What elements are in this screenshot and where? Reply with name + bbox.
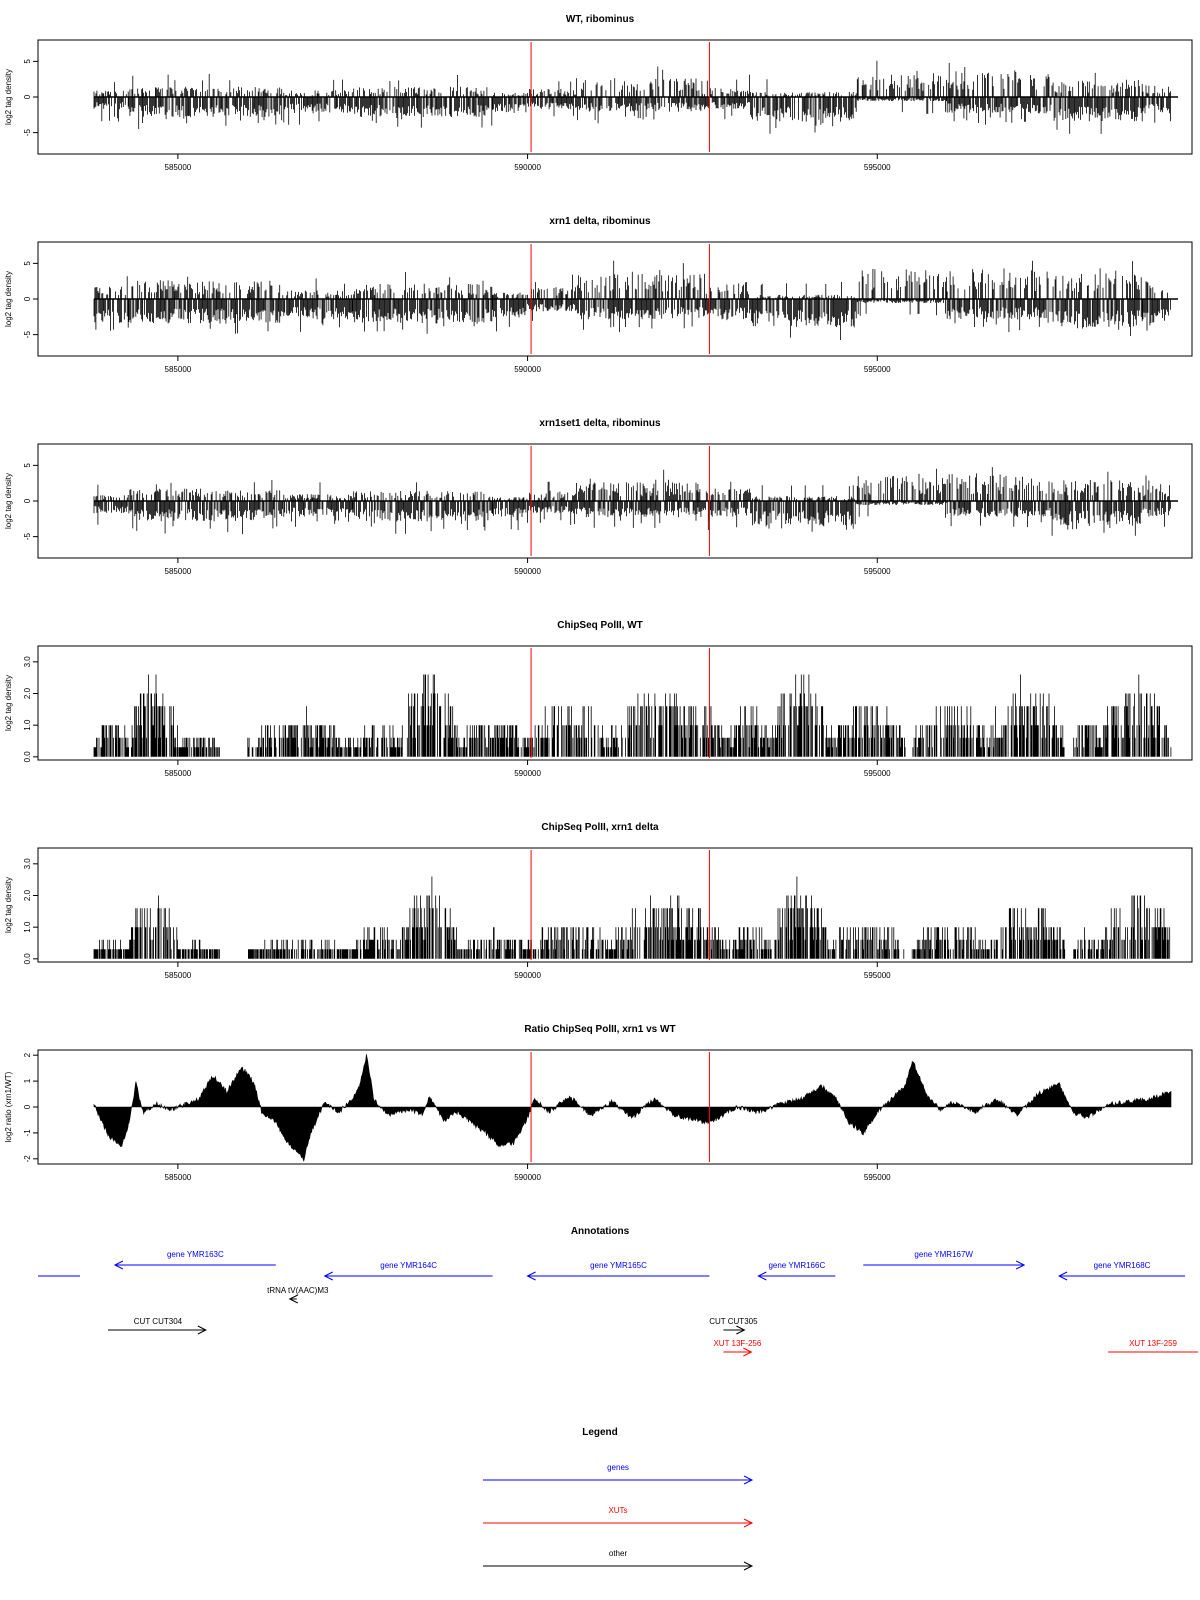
panel-title: ChipSeq PolII, xrn1 delta (541, 822, 659, 833)
legend-label: genes (607, 1463, 629, 1472)
legend-title: Legend (582, 1427, 618, 1438)
panel-title: ChipSeq PolII, WT (557, 620, 643, 631)
annotation-feature (115, 1250, 276, 1269)
y-tick-label: 0 (23, 498, 32, 504)
ratio-area (94, 1054, 1171, 1161)
feature-label: gene YMR165C (590, 1261, 647, 1270)
y-tick-label: 1.0 (23, 719, 32, 731)
density-bars (94, 61, 1171, 134)
data-marks (94, 61, 1178, 134)
y-tick-label: 0 (23, 1104, 32, 1110)
chart-panels (4, 14, 1192, 1182)
legend-item (483, 1506, 752, 1527)
x-tick-label: 590000 (514, 1173, 541, 1182)
annotation-feature (267, 1286, 329, 1303)
y-tick-label: -2 (23, 1155, 32, 1163)
annotation-feature (758, 1261, 835, 1280)
x-tick-label: 585000 (164, 1173, 192, 1182)
y-tick-label: -5 (23, 129, 32, 137)
x-tick-label: 595000 (863, 1173, 891, 1182)
panel-title: xrn1 delta, ribominus (549, 216, 651, 227)
feature-label: gene YMR163C (166, 1250, 224, 1259)
y-tick-label: 2 (23, 1052, 32, 1058)
feature-label: XUT 13F-259 (1129, 1339, 1177, 1348)
annotation-feature (108, 1317, 206, 1334)
panel-ratio (4, 1024, 1192, 1182)
annotation-feature (713, 1339, 761, 1356)
y-tick-label: 5 (23, 59, 32, 64)
x-tick-label: 585000 (164, 971, 192, 980)
data-marks (94, 467, 1178, 536)
legend-label: XUTs (608, 1506, 628, 1515)
density-bars (94, 675, 1171, 757)
y-tick-label: -5 (23, 533, 32, 541)
panel-chip_xrn1 (4, 822, 1192, 980)
density-bars (94, 877, 1170, 959)
y-tick-label: 1 (23, 1078, 32, 1084)
y-tick-label: 2.0 (23, 687, 32, 700)
annotation-feature (1108, 1339, 1198, 1352)
feature-label: gene YMR164C (380, 1261, 438, 1270)
legend-panel (483, 1427, 752, 1570)
panel-title: Ratio ChipSeq PolII, xrn1 vs WT (524, 1024, 676, 1035)
x-tick-label: 585000 (164, 769, 192, 778)
annotation-feature (709, 1317, 758, 1334)
data-marks (94, 877, 1170, 959)
y-axis-label: log2 tag density (4, 674, 13, 732)
legend-item (483, 1549, 752, 1570)
annotation-feature (528, 1261, 710, 1280)
data-marks (94, 675, 1171, 757)
y-tick-label: 3.0 (23, 656, 32, 668)
y-tick-label: 0 (23, 296, 32, 302)
feature-label: tRNA tV(AAC)M3 (267, 1286, 329, 1295)
y-tick-label: -5 (23, 331, 32, 339)
x-tick-label: 585000 (164, 163, 192, 172)
y-tick-label: -1 (23, 1129, 32, 1137)
feature-label: gene YMR167W (914, 1250, 973, 1259)
x-tick-label: 590000 (514, 971, 541, 980)
x-tick-label: 585000 (164, 567, 192, 576)
x-tick-label: 590000 (514, 769, 541, 778)
feature-label: CUT CUT305 (709, 1317, 758, 1326)
feature-label: gene YMR168C (1093, 1261, 1151, 1270)
panel-title: WT, ribominus (565, 14, 635, 25)
y-axis-label: log2 tag density (4, 68, 13, 126)
annotations-panel (38, 1226, 1198, 1356)
x-tick-label: 595000 (863, 365, 891, 374)
y-tick-label: 5 (23, 261, 32, 266)
plot-frame (38, 848, 1192, 962)
annotations-title: Annotations (570, 1226, 630, 1237)
x-tick-label: 590000 (514, 163, 541, 172)
panel-wt (4, 14, 1192, 172)
x-tick-label: 590000 (514, 567, 541, 576)
feature-label: gene YMR166C (768, 1261, 826, 1270)
y-tick-label: 0 (23, 94, 32, 100)
panel-xrn1set1 (4, 418, 1192, 576)
y-tick-label: 3.0 (23, 858, 32, 870)
x-tick-label: 590000 (514, 365, 541, 374)
data-marks (94, 1054, 1171, 1161)
panel-xrn1 (4, 216, 1192, 374)
y-tick-label: 0.0 (23, 751, 32, 763)
annotation-feature (863, 1250, 1024, 1269)
legend-item (483, 1463, 752, 1484)
x-tick-label: 585000 (164, 365, 192, 374)
x-tick-label: 595000 (863, 769, 891, 778)
data-marks (94, 261, 1178, 340)
x-tick-label: 595000 (863, 163, 891, 172)
x-tick-label: 595000 (863, 567, 891, 576)
y-axis-label: log2 ratio (xrn1/WT) (4, 1071, 13, 1143)
y-tick-label: 0.0 (23, 953, 32, 965)
y-tick-label: 2.0 (23, 889, 32, 902)
density-bars (94, 261, 1171, 340)
feature-label: CUT CUT304 (133, 1317, 183, 1326)
annotation-feature (325, 1261, 493, 1280)
y-axis-label: log2 tag density (4, 472, 13, 530)
legend-label: other (608, 1549, 628, 1558)
panel-chip_wt (4, 620, 1192, 778)
panel-title: xrn1set1 delta, ribominus (539, 418, 661, 429)
y-tick-label: 5 (23, 463, 32, 468)
feature-label: XUT 13F-256 (713, 1339, 762, 1348)
y-axis-label: log2 tag density (4, 876, 13, 934)
y-tick-label: 1.0 (23, 921, 32, 933)
x-tick-label: 595000 (863, 971, 891, 980)
y-axis-label: log2 tag density (4, 270, 13, 328)
annotation-feature (1059, 1261, 1185, 1280)
